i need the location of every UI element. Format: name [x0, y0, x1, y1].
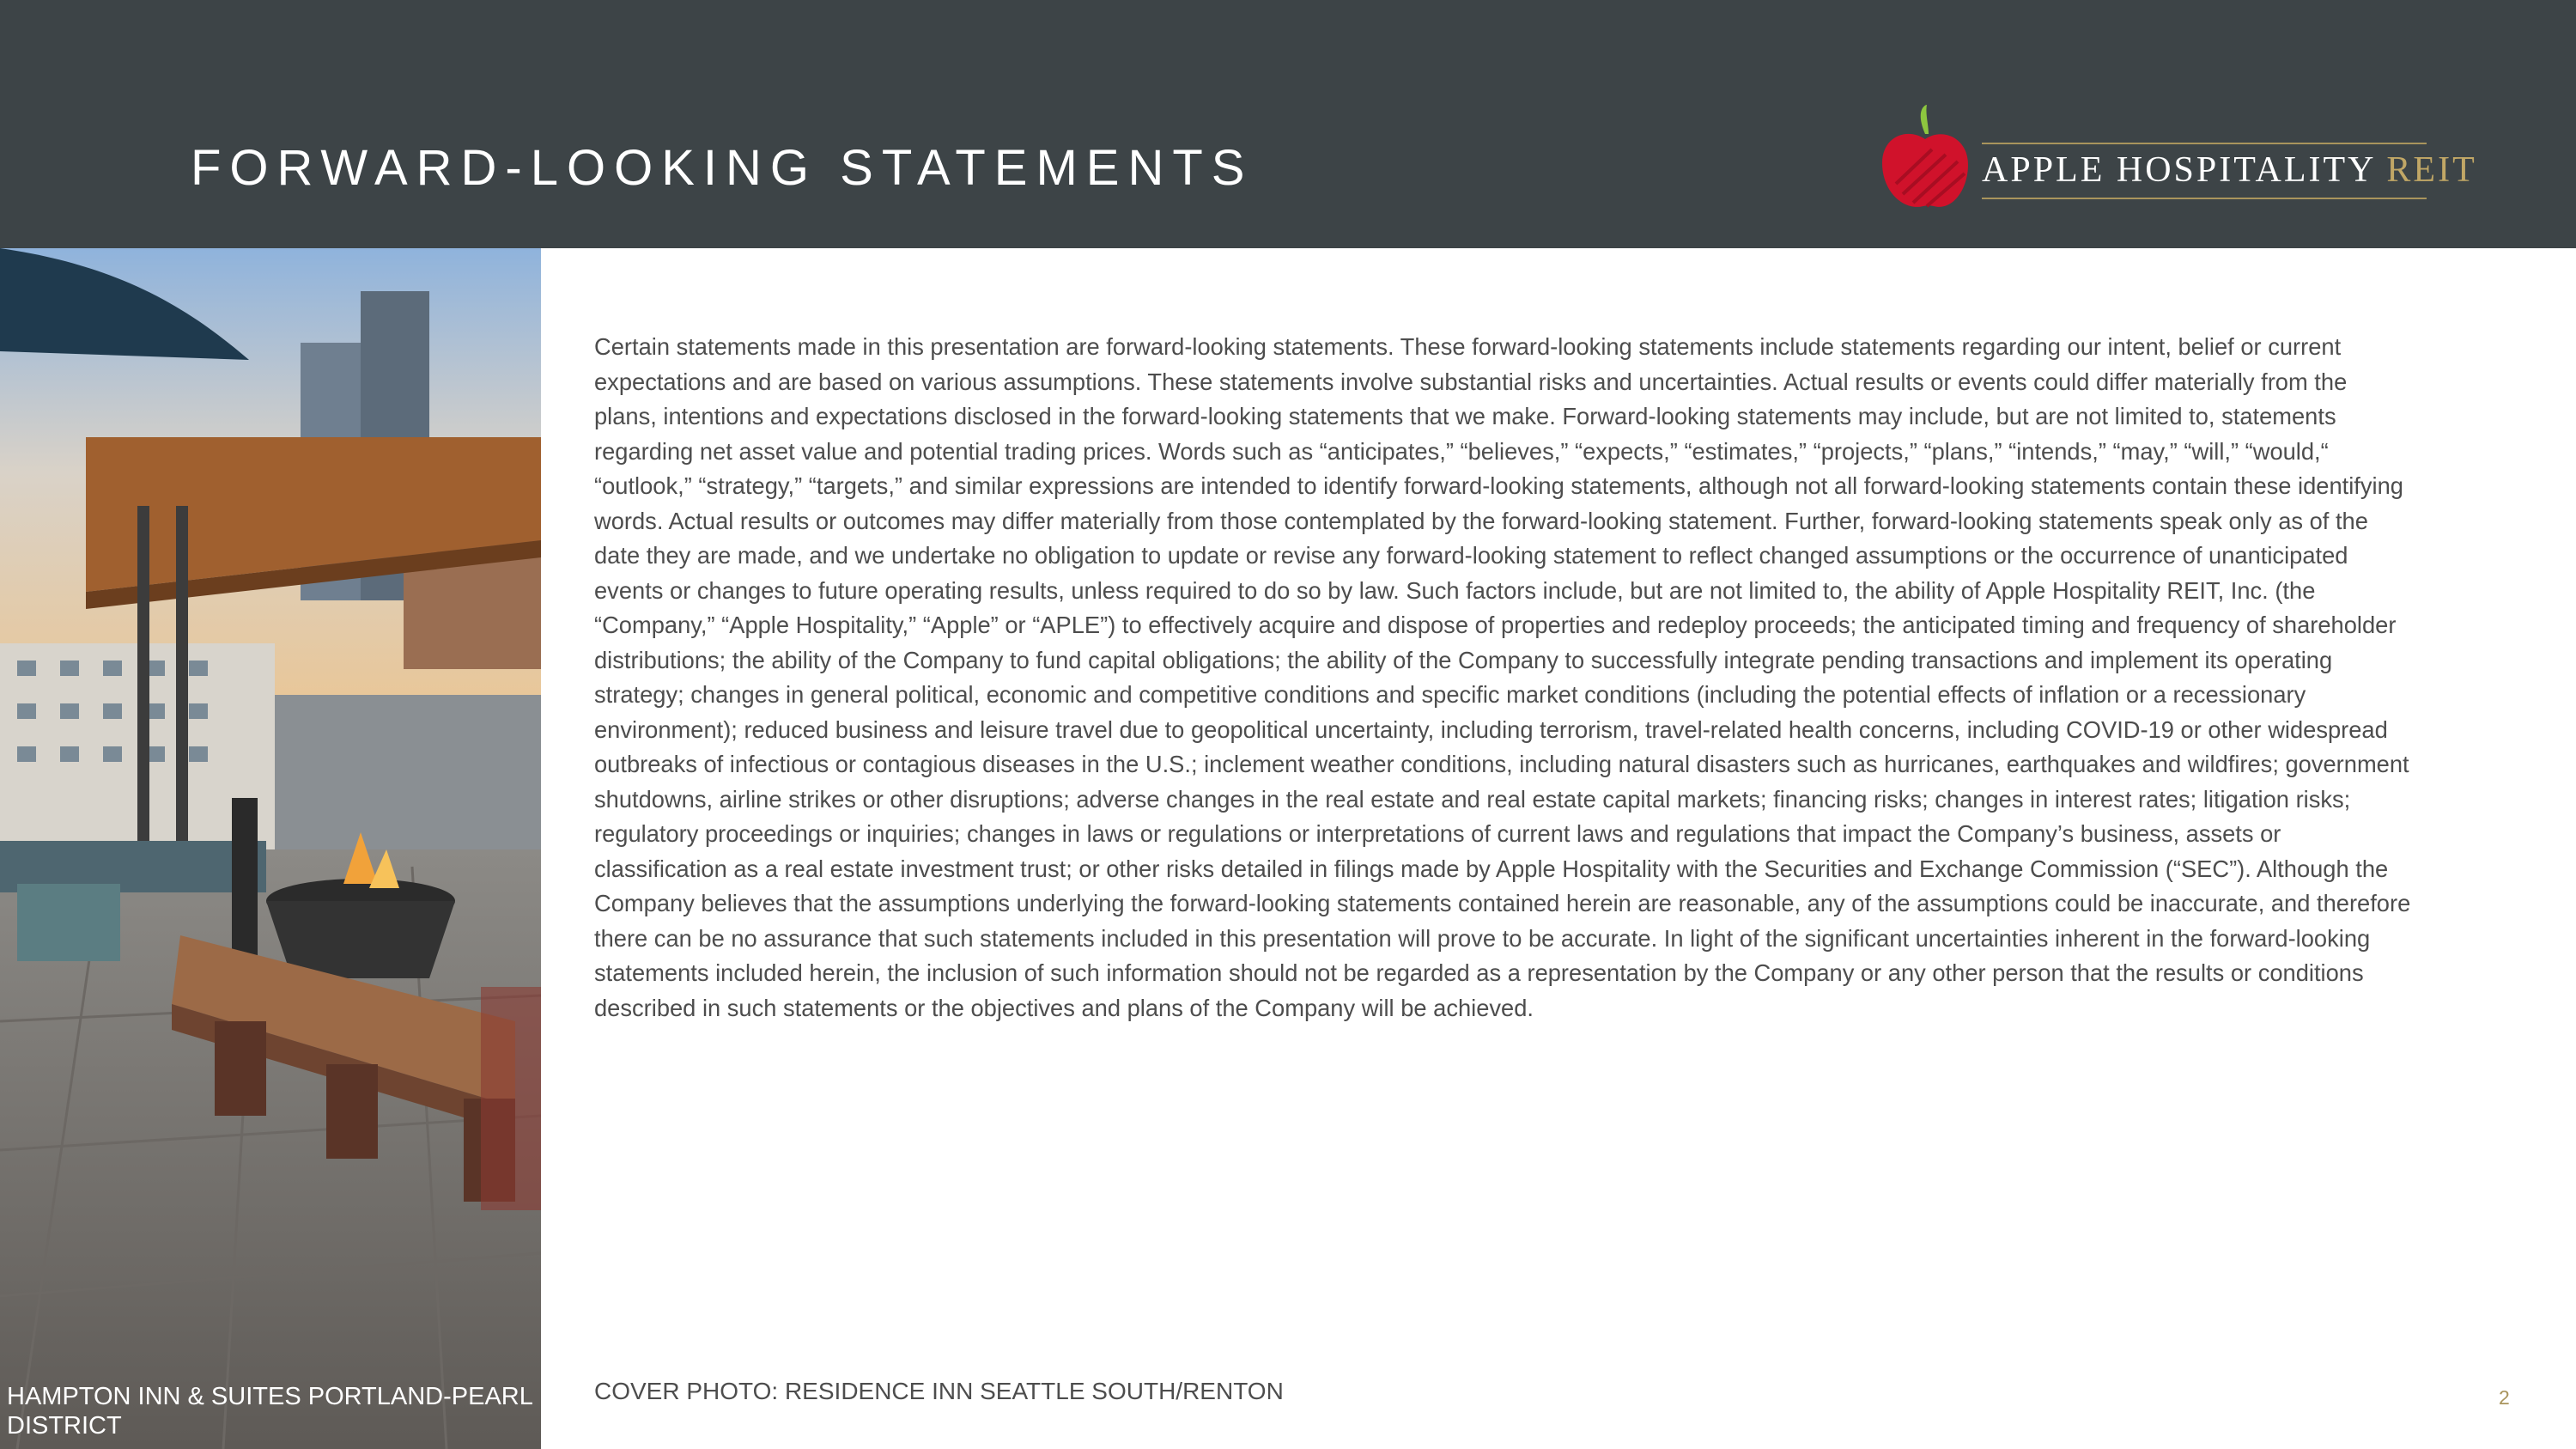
hotel-photo: [0, 248, 541, 1449]
logo-rule-top: [1982, 143, 2427, 144]
logo-rule-bottom: [1982, 198, 2427, 199]
page-title: FORWARD-LOOKING STATEMENTS: [191, 140, 1254, 196]
hotel-photo-image: [0, 248, 541, 1449]
page-number: 2: [2499, 1386, 2510, 1409]
logo-name-accent: REIT: [2386, 150, 2477, 190]
logo-wordmark: [1982, 149, 2477, 191]
header-bar: [0, 0, 2576, 248]
company-logo: [1880, 105, 2477, 216]
cover-photo-credit: COVER PHOTO: RESIDENCE INN SEATTLE SOUTH/RENTON: [594, 1378, 1284, 1404]
apple-logo-icon: [1880, 105, 1970, 211]
photo-caption: HAMPTON INN & SUITES PORTLAND-PEARL DISTRICT: [7, 1383, 532, 1440]
logo-name-main: APPLE HOSPITALITY: [1982, 150, 2375, 190]
disclaimer-paragraph: Certain statements made in this presentation are forward-looking statements. These forward-looking statements include statements regarding our intent, belief or current expectations and are based on various assumptions. These statements involve substantial risks and uncertainties. Actual results or events could differ materially from the plans, intentions and expectations disclosed in the forward-looking statements that we make. Forward-looking statements may include, but are not limited to, statements regarding net asset value and potential trading prices. Words such as “anticipates,” “believes,” “expects,” “estimates,” “projects,” “plans,” “intends,” “may,” “will,” “would,“ “outlook,” “strategy,” “targets,” and similar expressions are intended to identify forward-looking statements, although not all forward-looking statements contain these identifying words. Actual results or outcomes may differ materially from those contemplated by the forward-looking statement. Further, forward-looking statements speak only as of the date they are made, and we undertake no obligation to update or revise any forward-looking statement to reflect changed assumptions or the occurrence of unanticipated events or changes to future operating results, unless required to do so by law. Such factors include, but are not limited to, the ability of Apple Hospitality REIT, Inc. (the “Company,” “Apple Hospitality,” “Apple” or “APLE”) to effectively acquire and dispose of properties and redeploy proceeds; the anticipated timing and frequency of shareholder distributions; the ability of the Company to fund capital obligations; the ability of the Company to successfully integrate pending transactions and implement its operating strategy; changes in general political, economic and competitive conditions and specific market conditions (including the potential effects of inflation or a recessionary environment); reduced business and leisure travel due to geopolitical uncertainty, including terrorism, travel-related health concerns, including COVID-19 or other widespread outbreaks of infectious or contagious diseases in the U.S.; inclement weather conditions, including natural disasters such as hurricanes, earthquakes and wildfires; government shutdowns, airline strikes or other disruptions; adverse changes in the real estate and real estate capital markets; financing risks; changes in interest rates; litigation risks; regulatory proceedings or inquiries; changes in laws or regulations or interpretations of current laws and regulations that impact the Company’s business, assets or classification as a real estate investment trust; or other risks detailed in filings made by Apple Hospitality with the Securities and Exchange Commission (“SEC”). Although the Company believes that the assumptions underlying the forward-looking statements contained herein are reasonable, any of the assumptions could be inaccurate, and therefore there can be no assurance that such statements included in this presentation will prove to be accurate. In light of the significant uncertainties inherent in the forward-looking statements included herein, the inclusion of such information should not be regarded as a representation by the Company or any other person that the results or conditions described in such statements or the objectives and plans of the Company will be achieved.: [594, 333, 2411, 1021]
